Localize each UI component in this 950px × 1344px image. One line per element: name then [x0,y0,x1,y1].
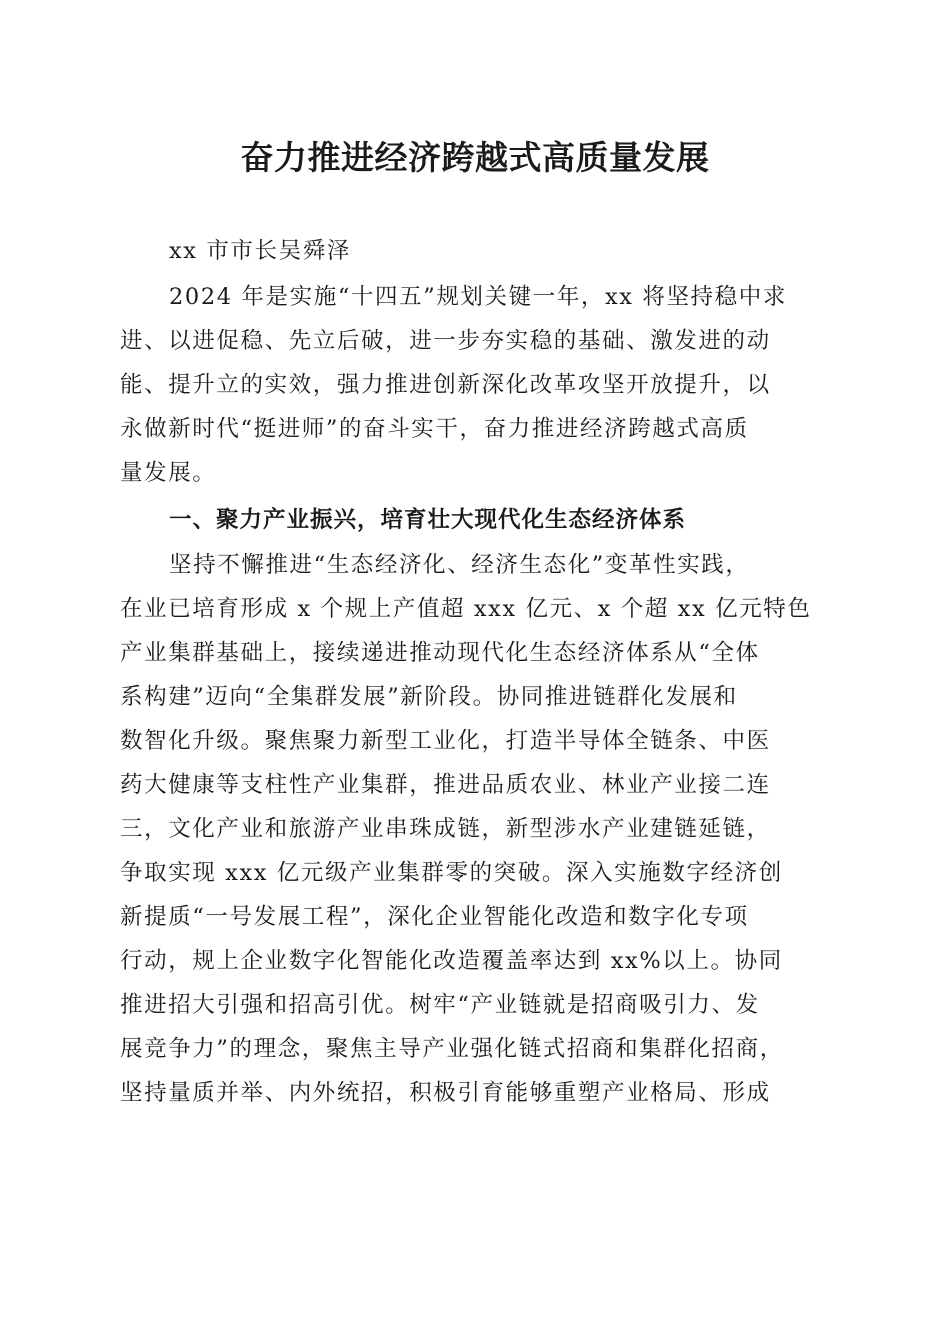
body-line: 坚持不懈推进“生态经济化、经济生态化”变革性实践， [169,552,750,578]
byline: xx 市市长吴舜泽 [169,238,351,264]
intro-line: 永做新时代“挺进师”的奋斗实干，奋力推进经济跨越式高质 [120,416,749,442]
intro-line: 量发展。 [120,460,217,486]
body-line: 新提质“一号发展工程”，深化企业智能化改造和数字化专项 [120,904,749,930]
body-line: 展竞争力”的理念，聚焦主导产业强化链式招商和集群化招商， [120,1036,784,1062]
document-title: 奋力推进经济跨越式高质量发展 [240,138,710,177]
body-line: 争取实现 xxx 亿元级产业集群零的突破。深入实施数字经济创 [120,860,783,886]
body-line: 数智化升级。聚焦聚力新型工业化，打造半导体全链条、中医 [120,728,771,754]
section-heading: 一、聚力产业振兴，培育壮大现代化生态经济体系 [169,507,687,533]
intro-line: 能、提升立的实效，强力推进创新深化改革攻坚开放提升，以 [120,372,771,398]
intro-line: 进、以进促稳、先立后破，进一步夯实稳的基础、激发进的动 [120,328,771,354]
intro-line: 2024 年是实施“十四五”规划关键一年，xx 将坚持稳中求 [169,284,787,310]
body-line: 坚持量质并举、内外统招，积极引育能够重塑产业格局、形成 [120,1080,771,1106]
body-line: 行动，规上企业数字化智能化改造覆盖率达到 xx%以上。协同 [120,948,783,974]
body-line: 药大健康等支柱性产业集群，推进品质农业、林业产业接二连 [120,772,771,798]
body-line: 产业集群基础上，接续递进推动现代化生态经济体系从“全体 [120,640,760,666]
body-line: 在业已培育形成 x 个规上产值超 xxx 亿元、x 个超 xx 亿元特色 [120,596,812,622]
body-line: 系构建”迈向“全集群发展”新阶段。协同推进链群化发展和 [120,684,738,710]
body-line: 推进招大引强和招高引优。树牢“产业链就是招商吸引力、发 [120,992,760,1018]
body-line: 三，文化产业和旅游产业串珠成链，新型涉水产业建链延链， [120,816,771,842]
